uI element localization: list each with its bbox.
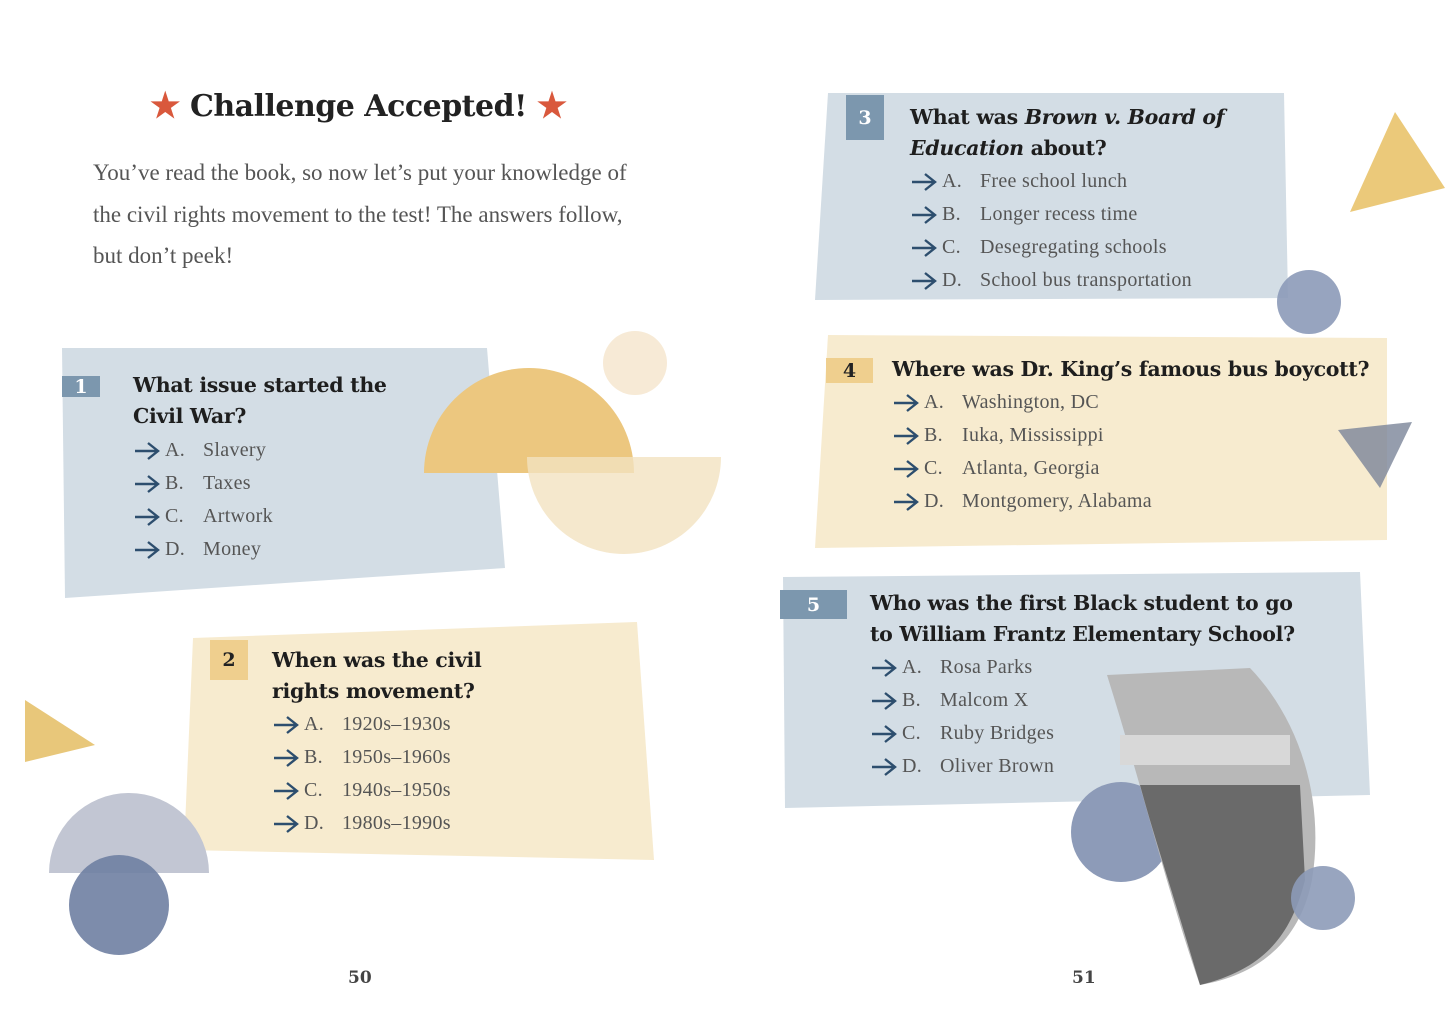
answer-option (870, 750, 1054, 783)
option-letter: C. (902, 722, 921, 744)
arrow-icon (870, 723, 898, 745)
question-text: What was (910, 105, 1025, 129)
arrow-icon (272, 813, 300, 835)
arrow-icon (892, 458, 920, 480)
option-text: Montgomery, Alabama (962, 490, 1152, 512)
answer-option (272, 741, 451, 774)
question-4: Where was Dr. King’s famous bus boycott? (892, 357, 1370, 381)
option-text: Slavery (203, 439, 267, 461)
star-icon: ★ (536, 86, 567, 126)
arrow-icon (892, 425, 920, 447)
deco-circle (603, 331, 667, 395)
option-letter: C. (304, 779, 323, 801)
answer-option (272, 708, 451, 741)
option-letter: B. (902, 689, 921, 711)
arrow-icon (892, 392, 920, 414)
answer-option (133, 533, 273, 566)
option-text: Iuka, Mississippi (962, 424, 1104, 446)
option-text: School bus transportation (980, 269, 1192, 291)
option-text: Money (203, 538, 262, 560)
question-number-badge: 3 (846, 95, 884, 140)
arrow-icon (870, 690, 898, 712)
answer-option (133, 434, 273, 467)
option-text: 1980s–1990s (342, 812, 451, 834)
option-letter: A. (165, 439, 186, 461)
answer-option (870, 684, 1054, 717)
arrow-icon (910, 171, 938, 193)
option-text: Taxes (203, 472, 251, 494)
answer-option (272, 774, 451, 807)
option-letter: C. (165, 505, 184, 527)
question-text: about? (1023, 136, 1107, 160)
option-text: 1920s–1930s (342, 713, 451, 735)
answer-option (133, 467, 273, 500)
title-text: Challenge Accepted! (189, 88, 527, 124)
option-letter: B. (942, 203, 961, 225)
question-5: Who was the first Black student to go to William Frantz Elementary School? (870, 591, 1295, 646)
deco-triangle (25, 700, 95, 762)
arrow-icon (870, 756, 898, 778)
answer-option (133, 500, 273, 533)
answer-option (272, 807, 451, 840)
question-number-badge: 5 (780, 590, 847, 619)
option-letter: D. (902, 755, 923, 777)
question-3 (910, 102, 1240, 164)
arrow-icon (870, 657, 898, 679)
question-2: When was the civil rights movement? (272, 648, 482, 703)
option-text: Oliver Brown (940, 755, 1055, 777)
question-number-badge: 1 (62, 376, 100, 397)
arrow-icon (133, 440, 161, 462)
option-text: Artwork (203, 505, 273, 527)
page-number-right: 51 (1072, 968, 1096, 988)
option-letter: B. (165, 472, 184, 494)
option-letter: D. (304, 812, 325, 834)
option-letter: A. (924, 391, 945, 413)
option-text: 1940s–1950s (342, 779, 451, 801)
option-text: Atlanta, Georgia (962, 457, 1100, 479)
deco-triangle (1350, 112, 1445, 212)
option-text: Rosa Parks (940, 656, 1033, 678)
question-number-badge: 2 (210, 640, 248, 680)
arrow-icon (892, 491, 920, 513)
arrow-icon (272, 747, 300, 769)
question-number-badge: 4 (826, 358, 873, 383)
option-text: Longer recess time (980, 203, 1138, 225)
option-letter: A. (304, 713, 325, 735)
deco-semicircle (527, 457, 721, 554)
option-letter: C. (924, 457, 943, 479)
option-text: 1950s–1960s (342, 746, 451, 768)
answer-option (870, 717, 1054, 750)
arrow-icon (910, 237, 938, 259)
arrow-icon (272, 780, 300, 802)
option-letter: B. (304, 746, 323, 768)
option-text: Washington, DC (962, 391, 1100, 413)
intro-text: You’ve read the book, so now let’s put your knowledge of the civil rights movement to the test! The answers follow, but don’t peek! (93, 160, 627, 268)
answer-option (910, 264, 1192, 297)
answer-option (870, 651, 1054, 684)
answer-option (892, 419, 1152, 452)
deco-circle (1277, 270, 1341, 334)
deco-circle (69, 855, 169, 955)
option-letter: D. (165, 538, 186, 560)
option-text: Desegregating schools (980, 236, 1167, 258)
answer-option (892, 485, 1152, 518)
option-letter: A. (902, 656, 923, 678)
answer-option (910, 198, 1192, 231)
answer-option (910, 165, 1192, 198)
answer-option (892, 386, 1152, 419)
option-letter: D. (924, 490, 945, 512)
option-text: Free school lunch (980, 170, 1128, 192)
option-text: Ruby Bridges (940, 722, 1055, 744)
arrow-icon (272, 714, 300, 736)
page-title (150, 86, 567, 126)
option-text: Malcom X (940, 689, 1029, 711)
arrow-icon (910, 204, 938, 226)
option-letter: A. (942, 170, 963, 192)
star-icon: ★ (150, 86, 180, 126)
page-number-left: 50 (348, 968, 372, 988)
arrow-icon (133, 473, 161, 495)
arrow-icon (133, 539, 161, 561)
question-1: What issue started the Civil War? (133, 373, 387, 428)
answer-option (892, 452, 1152, 485)
option-letter: C. (942, 236, 961, 258)
case-name: Brown v. Board of Education (910, 105, 1225, 160)
option-letter: D. (942, 269, 963, 291)
deco-circle (1291, 866, 1355, 930)
arrow-icon (910, 270, 938, 292)
answer-option (910, 231, 1192, 264)
option-letter: B. (924, 424, 943, 446)
arrow-icon (133, 506, 161, 528)
